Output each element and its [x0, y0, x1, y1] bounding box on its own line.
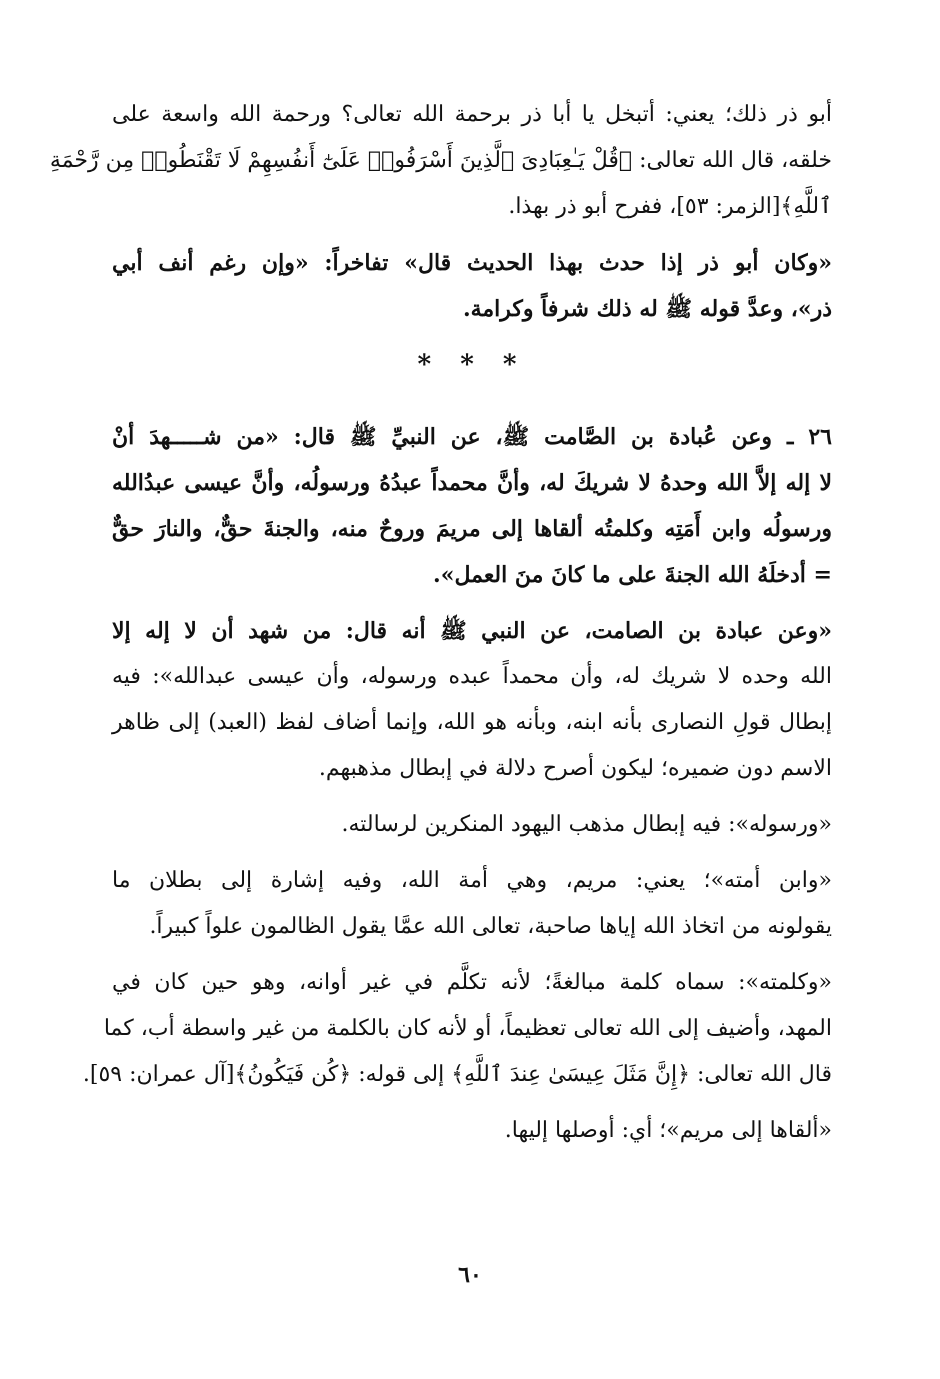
text-line: ٱللَّهِ﴾[الزمر: ٥٣]، ففرح أبو ذر بهذا. — [508, 194, 832, 219]
hadith-text — [112, 414, 832, 598]
text-line: «وكان أبو ذر إذا حدث بهذا الحديث قال» تفاخراً: «وإن رغم أنف أبي — [112, 250, 832, 276]
paragraph-1 — [49, 92, 832, 230]
text-line: ورسولُه وابن أَمَتِه وكلمتُه ألقاها إلى مريمَ وروحٌ منه، والجنةَ حقٌّ، والنارَ حقٌّ — [112, 516, 832, 542]
text-line: يقولونه من اتخاذ الله إياها صاحبة، تعالى الله عمَّا يقول الظالمون علواً كبيراً. — [149, 914, 832, 939]
text-line: أبو ذر ذلك؛ يعني: أتبخل يا أبا ذر برحمة الله تعالى؟ ورحمة الله واسعة على — [112, 102, 832, 127]
text-line: «ورسوله»: فيه إبطال مذهب اليهود المنكرين لرسالته. — [341, 812, 832, 837]
commentary-3 — [112, 858, 832, 950]
text-line: المهد، وأضيف إلى الله تعالى تعظيماً، أو لأنه كان بالكلمة من غير واسطة أب، كما — [103, 1016, 832, 1041]
text-line: قال الله تعالى: ﴿إِنَّ مَثَلَ عِيسَىٰ عِندَ ٱللَّهِ﴾ إلى قوله: ﴿كُن فَيَكُونُ﴾[آل عمران: ٥٩]. — [82, 1062, 832, 1087]
text-line: خلقه، قال الله تعالى: ﴿قُلْ يَـٰعِبَادِىَ ٱلَّذِينَ أَسْرَفُوا۟ عَلَىٰٓ أَنفُسِهِمْ لَا تَقْنَطُوا۟ مِن رَّحْمَةِ — [49, 148, 832, 173]
text-line: «وعن عبادة بن الصامت، عن النبي ﷺ أنه قال: من شهد أن لا إله إلا — [112, 618, 832, 644]
text-line: «وكلمته»: سماه كلمة مبالغةً؛ لأنه تكلَّم في غير أوانه، وهو حين كان في — [112, 970, 832, 995]
text-line: إبطال قولِ النصارى بأنه ابنه، وبأنه هو الله، وإنما أضاف لفظ (العبد) إلى ظاهر — [112, 710, 832, 735]
commentary-2 — [112, 802, 832, 848]
text-line: «ألقاها إلى مريم»؛ أي: أوصلها إليها. — [504, 1118, 832, 1143]
page-number: ٦٠ — [458, 1262, 482, 1288]
text-line: الله وحده لا شريك له، وأن محمداً عبده ورسوله، وأن عيسى عبدالله»: فيه — [112, 664, 832, 689]
text-line: ذر»، وعدَّ قوله ﷺ له ذلك شرفاً وكرامة. — [462, 296, 832, 322]
section-separator: * * * — [417, 350, 527, 380]
page-body — [49, 92, 832, 1164]
commentary-1 — [112, 608, 832, 792]
text-line: = أدخلَهُ الله الجنةَ على ما كانَ منَ العمل». — [433, 562, 832, 588]
commentary-4 — [82, 960, 832, 1098]
commentary-5 — [112, 1108, 832, 1154]
paragraph-2 — [112, 240, 832, 332]
text-line: الاسم دون ضميره؛ ليكون أصرح دلالة في إبطال مذهبهم. — [318, 756, 832, 781]
text-line: لا إله إلاَّ الله وحدهُ لا شريكَ له، وأنَّ محمداً عبدُهُ ورسولُه، وأنَّ عيسى عبدُالله — [112, 470, 832, 496]
text-line: «وابن أمته»؛ يعني: مريم، وهي أمة الله، وفيه إشارة إلى بطلان ما — [112, 868, 832, 893]
text-line: ٢٦ ـ وعن عُبادة بن الصَّامت ﷺ، عن النبيِّ ﷺ قال: «من شـــــهدَ أنْ — [112, 424, 832, 450]
